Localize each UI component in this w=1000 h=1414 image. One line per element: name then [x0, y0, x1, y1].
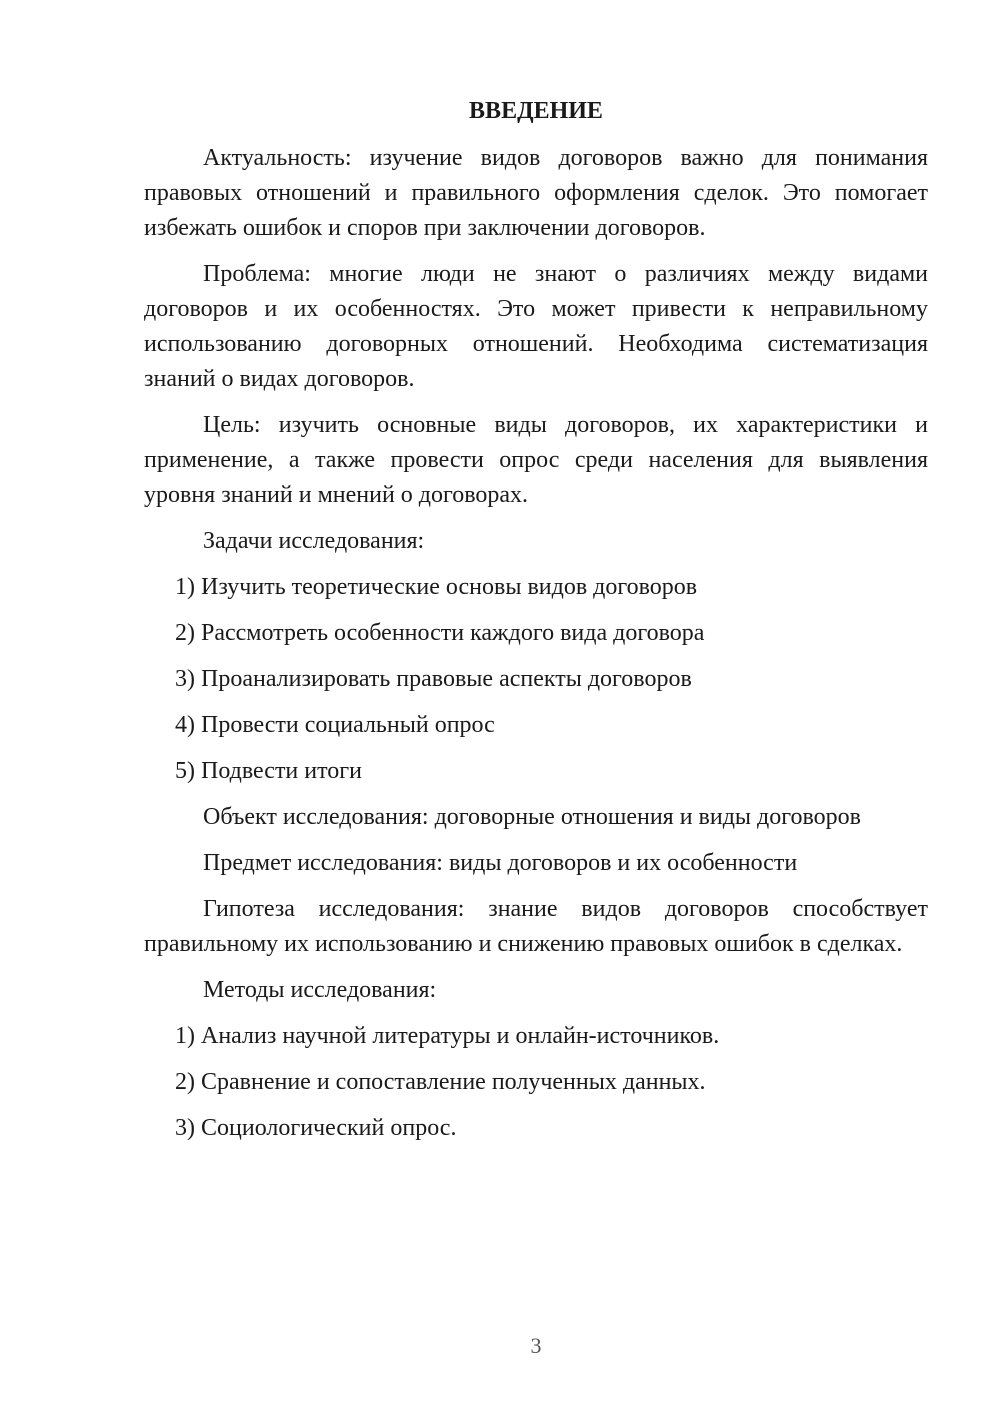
method-item: 2) Сравнение и сопоставление полученных данных. [175, 1069, 706, 1095]
tasks-heading: Задачи исследования: [203, 528, 425, 554]
method-item: 3) Социологический опрос. [175, 1115, 457, 1141]
tasks-list [144, 570, 928, 789]
page-number: 3 [530, 1333, 542, 1358]
goal-paragraph: Цель: изучить основные виды договоров, их характеристики и применение, а также провести опрос среди населения для выявления уровня знаний и мнений о договорах. [144, 412, 928, 508]
task-item: 2) Рассмотреть особенности каждого вида договора [175, 620, 705, 646]
hypothesis-paragraph: Гипотеза исследования: знание видов договоров способствует правильному их использованию и снижению правовых ошибок в сделках. [144, 896, 928, 957]
research-subject: Предмет исследования: виды договоров и их особенности [203, 850, 798, 876]
task-item: 3) Проанализировать правовые аспекты договоров [175, 666, 692, 692]
problem-paragraph: Проблема: многие люди не знают о различиях между видами договоров и их особенностях. Это может привести к неправильному использованию договорных отношений. Необходима систематизация знаний о видах договоров. [144, 261, 928, 392]
task-item: 4) Провести социальный опрос [175, 712, 495, 738]
methods-heading: Методы исследования: [203, 977, 437, 1003]
method-item: 1) Анализ научной литературы и онлайн-источников. [175, 1023, 720, 1049]
methods-list [144, 1019, 928, 1146]
research-object: Объект исследования: договорные отношения и виды договоров [203, 804, 862, 830]
task-item: 5) Подвести итоги [175, 758, 362, 784]
relevance-paragraph: Актуальность: изучение видов договоров важно для понимания правовых отношений и правильного оформления сделок. Это помогает избежать ошибок и споров при заключении договоров. [144, 145, 928, 241]
document-body [144, 93, 928, 1157]
section-title: ВВЕДЕНИЕ [469, 98, 603, 124]
task-item: 1) Изучить теоретические основы видов договоров [175, 574, 698, 600]
